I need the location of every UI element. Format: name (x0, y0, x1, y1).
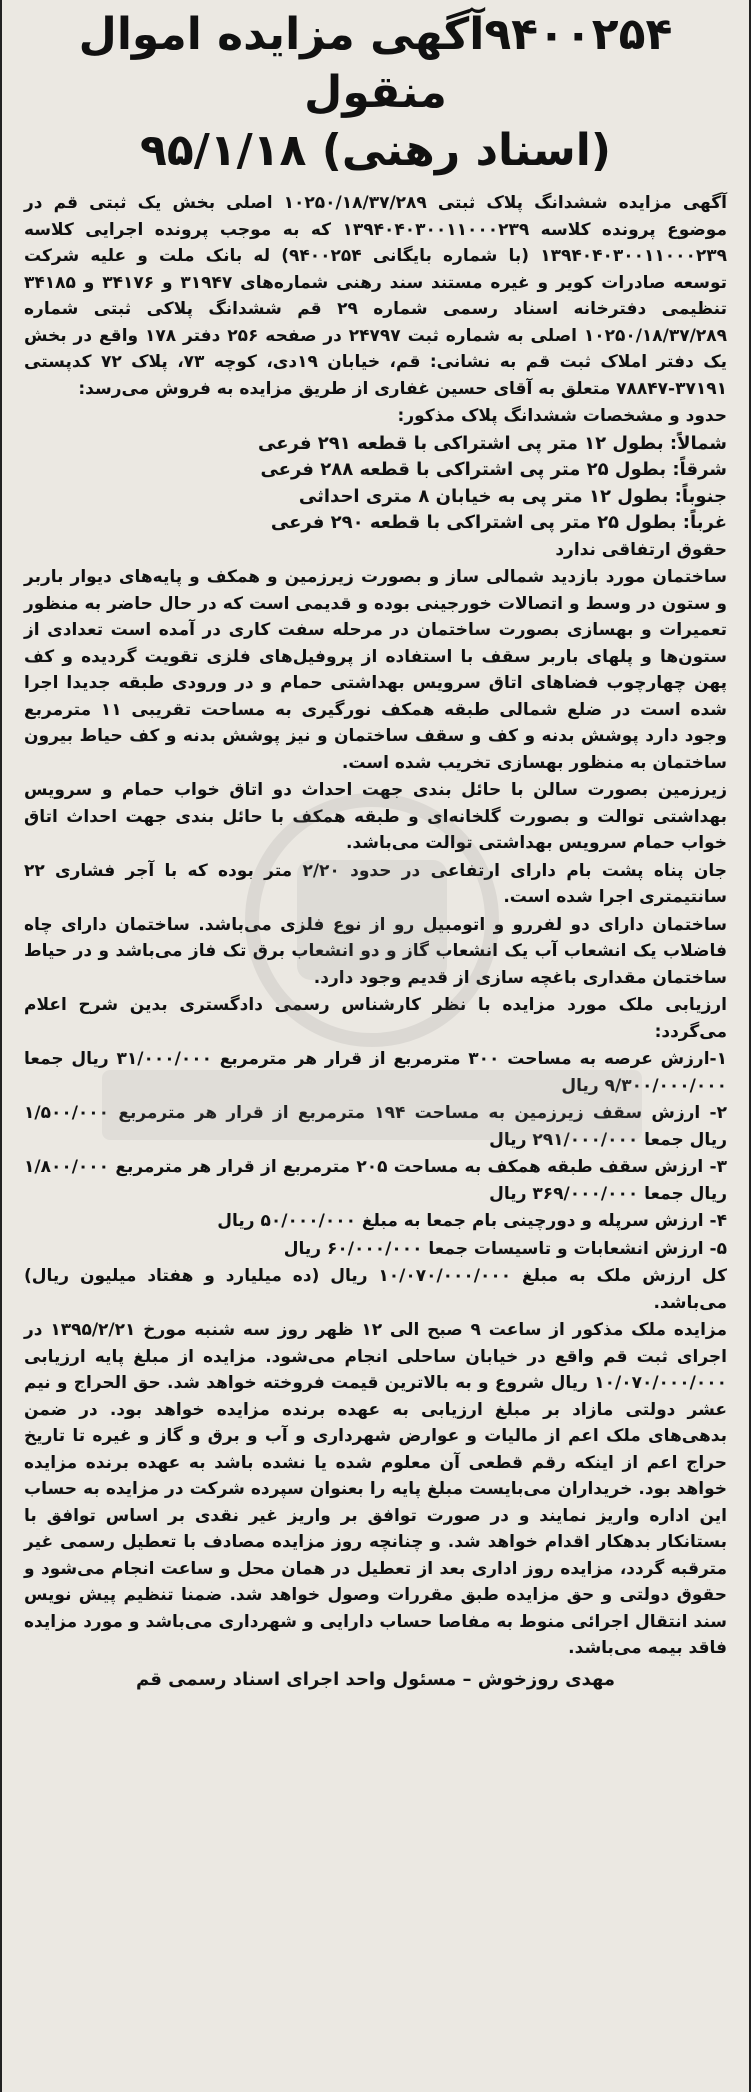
description-paragraph-1: ساختمان مورد بازدید شمالی ساز و بصورت زیرزمین و همکف و پایه‌های دیوار باربر و ستون در وسط و اتصالات خورجینی بوده و قدیمی است که در حال حاضر به منظور تعمیرات و بهسازی بصورت ساختمان در مرحله سفت کاری در آمده است تعدادی از ستون‌ها و پلهای باربر سقف با استفاده از پروفیل‌های فلزی تقویت گردیده و کف پهن چهارچوب فضاهای اتاق سرویس بهداشتی حمام و در ورودی طبقه جدیدا اجرا شده است در ضلع شمالی طبقه همکف نورگیری به مساحت تقریبی ۱۱ مترمربع وجود دارد پوشش بدنه و کف و سقف ساختمان و نیز پوشش بدنه و کف حیاط بیرون ساختمان به منظور بهسازی تخریب شده است. (24, 567, 727, 773)
intro-paragraph: آگهی مزایده ششدانگ پلاک ثبتی ۱۰۲۵۰/۱۸/۳۷/۲۸۹ اصلی بخش یک ثبتی قم در موضوع پرونده کلاسه ۱۳۹۴۰۴۰۳۰۰۱۱۰۰۰۲۳۹ که به موجب پرونده اجرایی کلاسه ۱۳۹۴۰۴۰۳۰۰۱۱۰۰۰۲۳۹ (با شماره بایگانی ۹۴۰۰۲۵۴) له بانک ملت و علیه شرکت توسعه صادرات کویر و غیره مستند سند رهنی شماره‌های ۳۱۹۴۷ و ۳۴۱۷۶ و ۳۴۱۸۵ تنظیمی دفترخانه اسناد رسمی شماره ۲۹ قم ششدانگ پلاکی ثبتی شماره ۱۰۲۵۰/۱۸/۳۷/۲۸۹ اصلی به شماره ثبت ۲۴۷۹۷ در صفحه ۲۵۶ دفتر ۱۷۸ واقع در بخش یک دفتر املاک ثبت قم به نشانی: قم، خیابان ۱۹دی، کوچه ۷۳، پلاک ۷۲ کدپستی ۳۷۱۹۱-۷۸۸۴۷ متعلق به آقای حسین غفاری از طریق مزایده به فروش می‌رسد: (24, 193, 728, 399)
valuation-item: ۳- ارزش سقف طبقه همکف به مساحت ۲۰۵ مترمربع از قرار هر مترمربع ۱/۸۰۰/۰۰۰ ریال جمعا ۳۶۹/۰۰۰/۰۰۰ ریال (24, 1157, 727, 1204)
valuation-item: ۲- ارزش سقف زیرزمین به مساحت ۱۹۴ مترمربع از قرار هر مترمربع ۱/۵۰۰/۰۰۰ ریال جمعا ۲۹۱/۰۰۰/۰۰۰ ریال (24, 1103, 727, 1150)
boundary-north: شمالاً: بطول ۱۲ متر پی اشتراکی با قطعه ۲۹۱ فرعی (257, 432, 727, 454)
boundary-west: غرباً: بطول ۲۵ متر پی اشتراکی با قطعه ۲۹۰ فرعی (270, 512, 727, 533)
signature-line: مهدی روزخوش – مسئول واحد اجرای اسناد رسمی قم (136, 1668, 615, 1690)
boundary-east: شرقاً: بطول ۲۵ متر پی اشتراکی با قطعه ۲۸۸ فرعی (260, 459, 727, 480)
valuation-heading: ارزیابی ملک مورد مزایده با نظر کارشناس رسمی دادگستری بدین شرح اعلام می‌گردد: (24, 995, 727, 1042)
boundary-south: جنوباً: بطول ۱۲ متر پی به خیابان ۸ متری احداثی (298, 485, 727, 507)
description-paragraph-4: ساختمان دارای دو لفررو و اتومبیل رو از نوع فلزی می‌باشد. ساختمان دارای چاه فاضلاب یک انشعاب آب یک انشعاب گاز و دو انشعاب برق تک فاز می‌باشد و در حیاط ساختمان مقداری باغچه سازی از قدیم وجود دارد. (24, 914, 727, 988)
description-paragraph-2: زیرزمین بصورت سالن با حائل بندی جهت احداث دو اتاق خواب حمام و سرویس بهداشتی توالت و بصورت گلخانه‌ای و طبقه همکف با حائل بندی جهت احداث اتاق خواب حمام سرویس بهداشتی توالت می‌باشد. (24, 780, 727, 853)
title-line-2: (اسناد رهنی) ۹۵/۱/۱۸ (139, 125, 611, 176)
total-value: کل ارزش ملک به مبلغ ۱۰/۰۷۰/۰۰۰/۰۰۰ ریال (ده میلیارد و هفتاد میلیون ریال) می‌باشد. (24, 1266, 727, 1313)
valuation-item: ۴- ارزش سرپله و دورچینی بام جمعا به مبلغ ۵۰/۰۰۰/۰۰۰ ریال (217, 1211, 727, 1231)
auction-terms: مزایده ملک مذکور از ساعت ۹ صبح الی ۱۲ ظهر روز سه شنبه مورخ ۱۳۹۵/۲/۲۱ در اجرای ثبت قم واقع در خیابان ساحلی انجام می‌شود. مزایده از مبلغ پایه ارزیابی ۱۰/۰۷۰/۰۰۰/۰۰۰ ریال شروع و به بالاترین قیمت فروخته خواهد شد. حق الحراج و نیم عشر دولتی مازاد بر مبلغ ارزیابی به عهده برنده مزایده خواهد بود. در ضمن بدهی‌های ملک اعم از مالیات و عوارض شهرداری و آب و برق و گاز و غیره تا تاریخ حراج اعم از اینکه رقم قطعی آن معلوم شده یا نشده باشد به عهده برنده مزایده خواهد بود. خریداران می‌بایست مبلغ پایه را بعنوان سپرده شرکت در مزایده به حساب این اداره واریز نمایند و در صورت توافق بر واریز غیر نقدی بر اساس توافق با بستانکار بدهکار اقدام خواهد شد. و چنانچه روز مزایده مصادف با تعطیل رسمی غیر مترقبه گردد، مزایده روز اداری بعد از تعطیل در همان محل و ساعت انجام می‌شود و حقوق دولتی و حق مزایده طبق مقررات وصول خواهد شد. ضمنا تنظیم پیش نویس سند انتقال اجرائی منوط به مفاصا حساب دارایی و شهرداری می‌باشد و مورد مزایده فاقد بیمه می‌باشد. (24, 1320, 727, 1658)
valuation-item: ۱-ارزش عرصه به مساحت ۳۰۰ مترمربع از قرار هر مترمربع ۳۱/۰۰۰/۰۰۰ ریال جمعا ۹/۳۰۰/۰۰۰/۰۰۰ ریال (24, 1049, 727, 1096)
title-line-1: ۹۴۰۰۲۵۴آگهی مزایده اموال منقول (78, 9, 673, 118)
easement-note: حقوق ارتفاقی ندارد (555, 539, 727, 560)
valuation-item: ۵- ارزش انشعابات و تاسیسات جمعا ۶۰/۰۰۰/۰۰۰ ریال (283, 1238, 727, 1259)
boundaries-heading: حدود و مشخصات ششدانگ پلاک مذکور: (397, 406, 727, 426)
notice-title (24, 6, 727, 180)
description-paragraph-3: جان پناه پشت بام دارای ارتفاعی در حدود ۲/۲۰ متر بوده که با آجر فشاری ۲۲ سانتیمتری اجرا شده است. (24, 860, 727, 907)
notice-body (24, 190, 727, 1662)
